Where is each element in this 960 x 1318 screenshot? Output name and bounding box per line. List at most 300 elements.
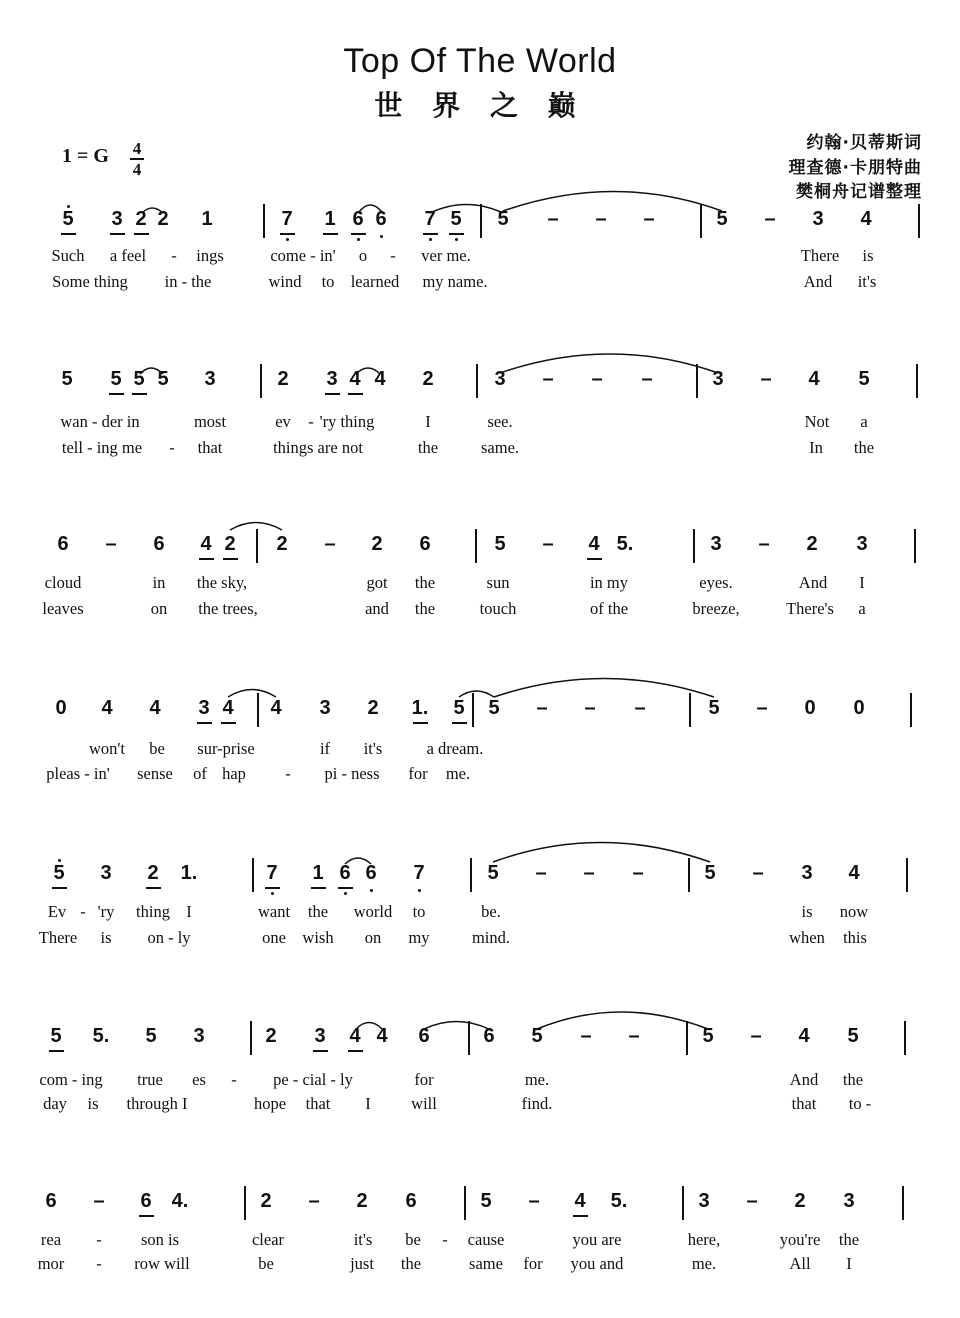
lyric-verse-2: There — [38, 928, 78, 947]
note: 2 — [224, 533, 236, 555]
lyric-verse-2: hap — [222, 764, 246, 783]
underline-beam — [423, 233, 438, 235]
note: 5 — [488, 697, 500, 719]
lyric-verse-2: Some thing — [52, 272, 128, 291]
octave-dot-below — [418, 889, 421, 892]
bar-line — [906, 858, 908, 892]
bar-line — [693, 529, 695, 563]
time-signature — [130, 140, 144, 178]
lyric-verse-2: In — [809, 438, 823, 457]
note: 2 — [277, 368, 289, 390]
underline-beam — [132, 393, 147, 395]
note: 5 — [487, 862, 499, 884]
lyric-verse-2: day — [43, 1094, 67, 1113]
dash-note: – — [634, 697, 646, 719]
note: 1 — [312, 862, 324, 884]
lyric-verse-2: in - the — [164, 272, 212, 291]
lyric-verse-1: to — [412, 902, 426, 921]
lyric-verse-2: - — [285, 764, 291, 783]
note: 4 — [574, 1190, 586, 1212]
underline-beam — [134, 233, 149, 235]
lyric-verse-1: it's — [353, 1230, 373, 1249]
bar-line — [244, 1186, 246, 1220]
lyric-verse-2: things are not — [273, 438, 363, 457]
bar-line — [256, 529, 258, 563]
note: 3 — [100, 862, 112, 884]
lyric-verse-2: - — [96, 1254, 102, 1273]
note: 1. — [180, 862, 198, 884]
note: 6 — [140, 1190, 152, 1212]
lyric-verse-2: is — [87, 1094, 99, 1113]
underline-beam — [197, 722, 212, 724]
note: 3 — [111, 208, 123, 230]
note: 7 — [281, 208, 293, 230]
note: 4 — [222, 697, 234, 719]
underline-beam — [61, 233, 76, 235]
note: 3 — [314, 1025, 326, 1047]
note: 4 — [588, 533, 600, 555]
dash-note: – — [535, 862, 547, 884]
lyric-verse-2: and — [365, 599, 389, 618]
note: 5. — [616, 533, 634, 555]
lyric-verse-1: es — [192, 1070, 206, 1089]
lyric-verse-1: ver me. — [421, 246, 471, 265]
note: 5 — [110, 368, 122, 390]
note: 6 — [483, 1025, 495, 1047]
lyric-verse-2: a — [858, 599, 866, 618]
note: 2 — [356, 1190, 368, 1212]
note: 4 — [149, 697, 161, 719]
lyric-verse-2: pleas - in' — [46, 764, 110, 783]
note: 5. — [92, 1025, 110, 1047]
lyric-verse-2: All — [789, 1254, 811, 1273]
octave-dot-below — [370, 889, 373, 892]
dash-note: – — [750, 1025, 762, 1047]
bar-line — [916, 364, 918, 398]
note: 6 — [365, 862, 377, 884]
underline-beam — [573, 1215, 588, 1217]
lyric-verse-1: cloud — [44, 573, 82, 592]
note: 2 — [794, 1190, 806, 1212]
lyric-verse-2: - — [169, 438, 175, 457]
lyric-verse-2: for — [523, 1254, 543, 1273]
note: 3 — [710, 533, 722, 555]
bar-line — [904, 1021, 906, 1055]
dash-note: – — [760, 368, 772, 390]
underline-beam — [587, 558, 602, 560]
lyric-verse-1: - — [308, 412, 314, 431]
bar-line — [696, 364, 698, 398]
underline-beam — [348, 1050, 363, 1052]
note: 3 — [856, 533, 868, 555]
dash-note: – — [308, 1190, 320, 1212]
lyric-verse-1: a feel — [109, 246, 147, 265]
bar-line — [476, 364, 478, 398]
underline-beam — [49, 1050, 64, 1052]
octave-dot-below — [357, 238, 360, 241]
lyric-verse-1: the — [414, 573, 436, 592]
lyric-verse-1: 'ry — [97, 902, 115, 921]
lyric-verse-1: you are — [572, 1230, 622, 1249]
dash-note: – — [641, 368, 653, 390]
slur — [500, 354, 718, 373]
lyric-verse-2: to — [321, 272, 335, 291]
lyric-verse-1: thing — [136, 902, 170, 921]
lyric-verse-1: Ev — [47, 902, 67, 921]
note: 6 — [153, 533, 165, 555]
bar-line — [470, 858, 472, 892]
note: 7 — [266, 862, 278, 884]
dash-note: – — [542, 368, 554, 390]
tie — [430, 205, 503, 214]
underline-beam — [313, 1050, 328, 1052]
credit-lyricist: 约翰·贝蒂斯词 — [806, 133, 922, 153]
lyric-verse-2: that — [197, 438, 223, 457]
note: 2 — [147, 862, 159, 884]
lyric-verse-1: sur-prise — [197, 739, 255, 758]
lyric-verse-1: cause — [467, 1230, 505, 1249]
dash-note: – — [628, 1025, 640, 1047]
lyric-verse-2: through I — [126, 1094, 188, 1113]
note: 4 — [101, 697, 113, 719]
note: 3 — [326, 368, 338, 390]
bar-line — [472, 693, 474, 727]
underline-beam — [325, 393, 340, 395]
underline-beam — [348, 393, 363, 395]
lyric-verse-1: - — [390, 246, 396, 265]
lyric-verse-1: come - in' — [270, 246, 336, 265]
note: 2 — [157, 208, 169, 230]
lyric-verse-2: And — [803, 272, 833, 291]
note: 2 — [265, 1025, 277, 1047]
underline-beam — [110, 233, 125, 235]
note: 2 — [276, 533, 288, 555]
lyric-verse-2: that — [305, 1094, 331, 1113]
dash-note: – — [324, 533, 336, 555]
note: 5 — [53, 862, 65, 884]
underline-beam — [265, 887, 280, 889]
note: 5 — [50, 1025, 62, 1047]
note: 5 — [531, 1025, 543, 1047]
lyric-verse-1: is — [862, 246, 874, 265]
slur — [493, 843, 710, 863]
dash-note: – — [591, 368, 603, 390]
lyric-verse-2: touch — [479, 599, 517, 618]
bar-line — [902, 1186, 904, 1220]
note: 1 — [324, 208, 336, 230]
lyric-verse-2: mind. — [471, 928, 511, 947]
lyric-verse-1: in my — [589, 573, 629, 592]
underline-beam — [139, 1215, 154, 1217]
lyric-verse-1: Such — [51, 246, 85, 265]
note: 3 — [198, 697, 210, 719]
octave-dot-above — [67, 205, 70, 208]
lyric-verse-1: sun — [486, 573, 510, 592]
lyric-verse-2: of — [193, 764, 207, 783]
lyric-verse-1: a — [860, 412, 868, 431]
bar-line — [914, 529, 916, 563]
underline-beam — [52, 887, 67, 889]
lyric-verse-1: the — [838, 1230, 860, 1249]
bar-line — [475, 529, 477, 563]
lyric-verse-2: the — [400, 1254, 422, 1273]
lyric-verse-1: I — [186, 902, 192, 921]
note: 3 — [494, 368, 506, 390]
note: 5 — [157, 368, 169, 390]
note: 6 — [57, 533, 69, 555]
note: 4 — [860, 208, 872, 230]
slur — [494, 679, 714, 698]
lyric-verse-2: on — [364, 928, 382, 947]
note: 3 — [698, 1190, 710, 1212]
dash-note: – — [764, 208, 776, 230]
bar-line — [263, 204, 265, 238]
note: 4 — [808, 368, 820, 390]
lyric-verse-1: most — [193, 412, 227, 431]
note: 4 — [270, 697, 282, 719]
lyric-verse-1: There — [800, 246, 840, 265]
song-title: Top Of The World — [343, 42, 617, 80]
underline-beam — [280, 233, 295, 235]
lyric-verse-1: I — [859, 573, 865, 592]
slur — [537, 1012, 708, 1029]
lyric-verse-1: is — [801, 902, 813, 921]
bar-line — [682, 1186, 684, 1220]
bar-line — [689, 693, 691, 727]
lyric-verse-2: There's — [786, 599, 834, 618]
lyric-verse-1: son is — [140, 1230, 180, 1249]
lyric-verse-2: my name. — [422, 272, 488, 291]
octave-dot-below — [344, 892, 347, 895]
lyric-verse-2: it's — [857, 272, 877, 291]
dash-note: – — [93, 1190, 105, 1212]
tie — [228, 690, 276, 698]
octave-dot-below — [429, 238, 432, 241]
lyric-verse-2: wind — [268, 272, 302, 291]
lyric-verse-1: true — [137, 1070, 163, 1089]
note: 4 — [200, 533, 212, 555]
lyric-verse-2: on - ly — [147, 928, 191, 947]
dash-note: – — [105, 533, 117, 555]
lyric-verse-1: be. — [481, 902, 501, 921]
note: 0 — [853, 697, 865, 719]
lyric-verse-2: row will — [134, 1254, 190, 1273]
bar-line — [468, 1021, 470, 1055]
dash-note: – — [758, 533, 770, 555]
lyric-verse-2: of the — [589, 599, 629, 618]
bar-line — [686, 1021, 688, 1055]
time-signature-numerator: 4 — [132, 139, 142, 158]
lyric-verse-2: same. — [480, 438, 520, 457]
dash-note: – — [580, 1025, 592, 1047]
lyric-verse-1: clear — [251, 1230, 285, 1249]
lyric-verse-1: want — [257, 902, 291, 921]
note: 3 — [712, 368, 724, 390]
note: 5 — [708, 697, 720, 719]
lyric-verse-1: eyes. — [699, 573, 733, 592]
dash-note: – — [542, 533, 554, 555]
lyric-verse-1: ev — [275, 412, 291, 431]
lyric-verse-1: won't — [89, 739, 125, 758]
lyric-verse-2: is — [100, 928, 112, 947]
note: 5 — [61, 368, 73, 390]
lyric-verse-2: sense — [137, 764, 173, 783]
note: 6 — [405, 1190, 417, 1212]
lyric-verse-1: here, — [687, 1230, 721, 1249]
dash-note: – — [752, 862, 764, 884]
note: 5 — [704, 862, 716, 884]
bar-line — [257, 693, 259, 727]
lyric-verse-1: And — [798, 573, 828, 592]
key-signature: 1 = G — [62, 145, 109, 167]
note: 7 — [424, 208, 436, 230]
bar-line — [252, 858, 254, 892]
note: 6 — [339, 862, 351, 884]
lyric-verse-1: - — [80, 902, 86, 921]
lyric-verse-2: tell - ing me — [61, 438, 143, 457]
note: 5 — [480, 1190, 492, 1212]
octave-dot-below — [286, 238, 289, 241]
note: 4 — [349, 368, 361, 390]
dash-note: – — [547, 208, 559, 230]
lyric-verse-1: o — [358, 246, 368, 265]
lyric-verse-1: - — [442, 1230, 448, 1249]
note: 5 — [702, 1025, 714, 1047]
bar-line — [464, 1186, 466, 1220]
note: 5 — [494, 533, 506, 555]
note: 3 — [801, 862, 813, 884]
underline-beam — [311, 887, 326, 889]
slur — [503, 192, 722, 212]
lyric-verse-2: I — [365, 1094, 371, 1113]
note: 5 — [133, 368, 145, 390]
lyric-verse-2: learned — [350, 272, 400, 291]
bar-line — [918, 204, 920, 238]
lyric-verse-1: world — [353, 902, 393, 921]
note: 4 — [374, 368, 386, 390]
lyric-verse-2: hope — [253, 1094, 287, 1113]
underline-beam — [449, 233, 464, 235]
lyric-verse-1: now — [839, 902, 869, 921]
lyric-verse-2: the — [417, 438, 439, 457]
lyric-verse-2: same — [469, 1254, 503, 1273]
note: 2 — [260, 1190, 272, 1212]
lyric-verse-1: - — [96, 1230, 102, 1249]
underline-beam — [223, 558, 238, 560]
octave-dot-above — [58, 859, 61, 862]
lyric-verse-1: me. — [524, 1070, 550, 1089]
lyric-verse-2: mor — [37, 1254, 65, 1273]
note: 4 — [848, 862, 860, 884]
lyric-verse-1: got — [366, 573, 388, 592]
lyric-verse-1: pe - cial - ly — [273, 1070, 353, 1089]
bar-line — [260, 364, 262, 398]
lyric-verse-2: find. — [521, 1094, 553, 1113]
underline-beam — [351, 233, 366, 235]
lyric-verse-2: breeze, — [692, 599, 740, 618]
lyric-verse-1: be — [149, 739, 165, 758]
lyric-verse-1: And — [789, 1070, 819, 1089]
lyric-verse-2: that — [791, 1094, 817, 1113]
note: 6 — [418, 1025, 430, 1047]
octave-dot-below — [455, 238, 458, 241]
lyric-verse-2: to - — [848, 1094, 872, 1113]
note: 6 — [375, 208, 387, 230]
underline-beam — [199, 558, 214, 560]
lyric-verse-2: for — [408, 764, 428, 783]
lyric-verse-2: this — [843, 928, 867, 947]
lyric-verse-1: you're — [779, 1230, 821, 1249]
lyric-verse-2: me. — [445, 764, 471, 783]
underline-beam — [338, 887, 353, 889]
note: 2 — [135, 208, 147, 230]
lyric-verse-2: the — [853, 438, 875, 457]
lyric-verse-1: wan - der in — [60, 412, 140, 431]
lyric-verse-1: Not — [804, 412, 830, 431]
note: 2 — [422, 368, 434, 390]
note: 4 — [349, 1025, 361, 1047]
time-signature-denominator: 4 — [132, 159, 142, 179]
underline-beam — [452, 722, 467, 724]
lyric-verse-1: it's — [363, 739, 383, 758]
note: 5 — [145, 1025, 157, 1047]
lyric-verse-2: pi - ness — [324, 764, 380, 783]
lyric-verse-1: 'ry thing — [319, 412, 375, 431]
note: 7 — [413, 862, 425, 884]
underline-beam — [413, 722, 428, 724]
bar-line — [700, 204, 702, 238]
note: 2 — [371, 533, 383, 555]
note: 5 — [497, 208, 509, 230]
lyric-verse-1: rea — [40, 1230, 62, 1249]
note: 0 — [804, 697, 816, 719]
note: 3 — [319, 697, 331, 719]
note: 5 — [847, 1025, 859, 1047]
bar-line — [480, 204, 482, 238]
lyric-verse-1: the — [842, 1070, 864, 1089]
underline-beam — [146, 887, 161, 889]
dash-note: – — [536, 697, 548, 719]
lyric-verse-2: the — [414, 599, 436, 618]
note: 4 — [376, 1025, 388, 1047]
dash-note: – — [746, 1190, 758, 1212]
bar-line — [910, 693, 912, 727]
lyric-verse-1: a dream. — [426, 739, 484, 758]
lyric-verse-2: on — [150, 599, 168, 618]
note: 3 — [843, 1190, 855, 1212]
underline-beam — [109, 393, 124, 395]
lyric-verse-2: just — [350, 1254, 374, 1273]
dash-note: – — [528, 1190, 540, 1212]
lyric-verse-2: me. — [691, 1254, 717, 1273]
note: 1. — [411, 697, 429, 719]
credit-transcriber: 樊桐舟记谱整理 — [796, 182, 922, 202]
lyric-verse-2: leaves — [42, 599, 84, 618]
dash-note: – — [756, 697, 768, 719]
lyric-verse-2: wish — [302, 928, 334, 947]
dash-note: – — [643, 208, 655, 230]
note: 4 — [798, 1025, 810, 1047]
note: 3 — [204, 368, 216, 390]
lyric-verse-1: be — [405, 1230, 421, 1249]
lyric-verse-2: I — [846, 1254, 852, 1273]
note: 0 — [55, 697, 67, 719]
tie — [424, 1022, 489, 1030]
dash-note: – — [584, 697, 596, 719]
dash-note: – — [583, 862, 595, 884]
note: 5 — [453, 697, 465, 719]
note: 5. — [610, 1190, 628, 1212]
